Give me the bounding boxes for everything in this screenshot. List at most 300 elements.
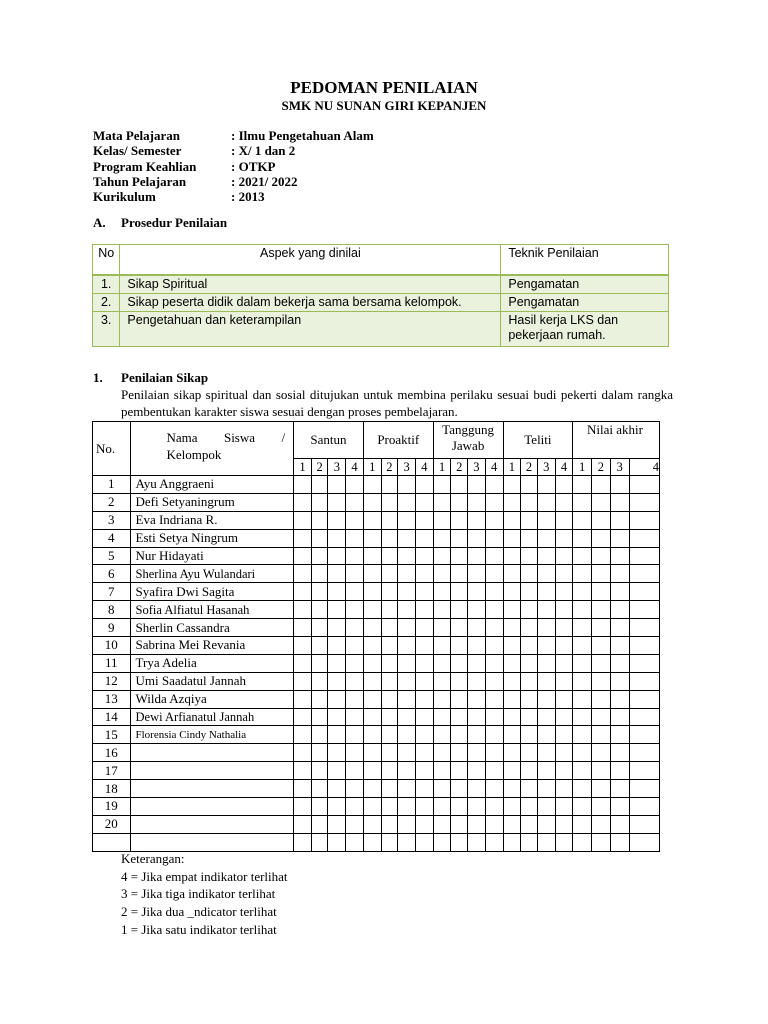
score-cell[interactable]: [592, 476, 611, 494]
score-cell[interactable]: [485, 744, 503, 762]
score-cell[interactable]: [573, 708, 592, 726]
score-cell[interactable]: [555, 493, 573, 511]
score-cell[interactable]: [294, 601, 312, 619]
score-cell[interactable]: [415, 744, 433, 762]
score-cell[interactable]: [468, 654, 486, 672]
score-cell[interactable]: [592, 726, 611, 744]
score-cell[interactable]: [294, 619, 312, 637]
score-cell[interactable]: [451, 726, 468, 744]
score-cell[interactable]: [346, 672, 364, 690]
score-cell[interactable]: [398, 708, 416, 726]
score-cell[interactable]: [592, 708, 611, 726]
score-cell[interactable]: [629, 780, 659, 798]
score-cell[interactable]: [485, 815, 503, 833]
score-cell[interactable]: [503, 565, 521, 583]
score-cell[interactable]: [503, 708, 521, 726]
score-cell[interactable]: [363, 798, 381, 816]
score-cell[interactable]: [592, 762, 611, 780]
score-cell[interactable]: [521, 690, 538, 708]
score-cell[interactable]: [311, 637, 328, 655]
score-cell[interactable]: [363, 529, 381, 547]
score-cell[interactable]: [521, 654, 538, 672]
score-cell[interactable]: [398, 798, 416, 816]
score-cell[interactable]: [629, 637, 659, 655]
score-cell[interactable]: [415, 815, 433, 833]
score-cell[interactable]: [503, 672, 521, 690]
score-cell[interactable]: [485, 511, 503, 529]
score-cell[interactable]: [555, 672, 573, 690]
score-cell[interactable]: [294, 565, 312, 583]
score-cell[interactable]: [294, 654, 312, 672]
score-cell[interactable]: [346, 726, 364, 744]
score-cell[interactable]: [592, 601, 611, 619]
score-cell[interactable]: [433, 815, 451, 833]
score-cell[interactable]: [294, 476, 312, 494]
score-cell[interactable]: [485, 547, 503, 565]
score-cell[interactable]: [503, 762, 521, 780]
score-cell[interactable]: [311, 672, 328, 690]
score-cell[interactable]: [415, 654, 433, 672]
score-cell[interactable]: [346, 547, 364, 565]
score-cell[interactable]: [398, 672, 416, 690]
score-cell[interactable]: [415, 780, 433, 798]
score-cell[interactable]: [415, 726, 433, 744]
score-cell[interactable]: [363, 565, 381, 583]
score-cell[interactable]: [573, 798, 592, 816]
score-cell[interactable]: [433, 619, 451, 637]
score-cell[interactable]: [629, 529, 659, 547]
score-cell[interactable]: [573, 744, 592, 762]
score-cell[interactable]: [381, 762, 398, 780]
score-cell[interactable]: [485, 798, 503, 816]
score-cell[interactable]: [415, 476, 433, 494]
score-cell[interactable]: [398, 654, 416, 672]
score-cell[interactable]: [485, 583, 503, 601]
score-cell[interactable]: [433, 601, 451, 619]
score-cell[interactable]: [573, 511, 592, 529]
score-cell[interactable]: [610, 726, 629, 744]
score-cell[interactable]: [537, 493, 555, 511]
score-cell[interactable]: [328, 708, 346, 726]
score-cell[interactable]: [573, 833, 592, 851]
score-cell[interactable]: [521, 708, 538, 726]
score-cell[interactable]: [381, 476, 398, 494]
score-cell[interactable]: [592, 798, 611, 816]
score-cell[interactable]: [610, 798, 629, 816]
score-cell[interactable]: [555, 815, 573, 833]
score-cell[interactable]: [629, 511, 659, 529]
score-cell[interactable]: [363, 708, 381, 726]
score-cell[interactable]: [537, 744, 555, 762]
score-cell[interactable]: [537, 690, 555, 708]
score-cell[interactable]: [485, 493, 503, 511]
score-cell[interactable]: [328, 583, 346, 601]
score-cell[interactable]: [555, 601, 573, 619]
score-cell[interactable]: [629, 833, 659, 851]
score-cell[interactable]: [555, 780, 573, 798]
score-cell[interactable]: [311, 529, 328, 547]
score-cell[interactable]: [521, 762, 538, 780]
score-cell[interactable]: [610, 565, 629, 583]
score-cell[interactable]: [328, 601, 346, 619]
score-cell[interactable]: [294, 583, 312, 601]
score-cell[interactable]: [433, 833, 451, 851]
score-cell[interactable]: [468, 493, 486, 511]
score-cell[interactable]: [294, 744, 312, 762]
score-cell[interactable]: [555, 708, 573, 726]
score-cell[interactable]: [555, 547, 573, 565]
score-cell[interactable]: [521, 476, 538, 494]
score-cell[interactable]: [381, 708, 398, 726]
score-cell[interactable]: [451, 833, 468, 851]
score-cell[interactable]: [294, 798, 312, 816]
score-cell[interactable]: [381, 565, 398, 583]
score-cell[interactable]: [485, 780, 503, 798]
score-cell[interactable]: [381, 654, 398, 672]
score-cell[interactable]: [629, 798, 659, 816]
score-cell[interactable]: [381, 583, 398, 601]
score-cell[interactable]: [503, 583, 521, 601]
score-cell[interactable]: [451, 601, 468, 619]
score-cell[interactable]: [433, 744, 451, 762]
score-cell[interactable]: [433, 476, 451, 494]
score-cell[interactable]: [415, 619, 433, 637]
score-cell[interactable]: [328, 619, 346, 637]
score-cell[interactable]: [610, 744, 629, 762]
score-cell[interactable]: [381, 672, 398, 690]
score-cell[interactable]: [610, 601, 629, 619]
score-cell[interactable]: [328, 744, 346, 762]
score-cell[interactable]: [381, 619, 398, 637]
score-cell[interactable]: [555, 798, 573, 816]
score-cell[interactable]: [485, 654, 503, 672]
score-cell[interactable]: [573, 726, 592, 744]
score-cell[interactable]: [451, 529, 468, 547]
score-cell[interactable]: [381, 493, 398, 511]
score-cell[interactable]: [328, 798, 346, 816]
score-cell[interactable]: [521, 780, 538, 798]
score-cell[interactable]: [537, 762, 555, 780]
score-cell[interactable]: [555, 619, 573, 637]
score-cell[interactable]: [629, 547, 659, 565]
score-cell[interactable]: [485, 833, 503, 851]
score-cell[interactable]: [311, 780, 328, 798]
score-cell[interactable]: [433, 762, 451, 780]
score-cell[interactable]: [311, 654, 328, 672]
score-cell[interactable]: [537, 476, 555, 494]
score-cell[interactable]: [610, 690, 629, 708]
score-cell[interactable]: [328, 476, 346, 494]
score-cell[interactable]: [610, 780, 629, 798]
score-cell[interactable]: [433, 511, 451, 529]
score-cell[interactable]: [381, 511, 398, 529]
score-cell[interactable]: [433, 798, 451, 816]
score-cell[interactable]: [537, 708, 555, 726]
score-cell[interactable]: [573, 815, 592, 833]
score-cell[interactable]: [573, 565, 592, 583]
score-cell[interactable]: [610, 762, 629, 780]
score-cell[interactable]: [451, 565, 468, 583]
score-cell[interactable]: [537, 654, 555, 672]
score-cell[interactable]: [555, 744, 573, 762]
score-cell[interactable]: [311, 583, 328, 601]
score-cell[interactable]: [381, 833, 398, 851]
score-cell[interactable]: [363, 637, 381, 655]
score-cell[interactable]: [346, 619, 364, 637]
score-cell[interactable]: [398, 565, 416, 583]
score-cell[interactable]: [346, 690, 364, 708]
score-cell[interactable]: [610, 672, 629, 690]
score-cell[interactable]: [363, 672, 381, 690]
score-cell[interactable]: [294, 493, 312, 511]
score-cell[interactable]: [311, 547, 328, 565]
score-cell[interactable]: [521, 726, 538, 744]
score-cell[interactable]: [573, 637, 592, 655]
score-cell[interactable]: [629, 601, 659, 619]
score-cell[interactable]: [415, 493, 433, 511]
score-cell[interactable]: [468, 476, 486, 494]
score-cell[interactable]: [328, 493, 346, 511]
score-cell[interactable]: [537, 583, 555, 601]
score-cell[interactable]: [573, 780, 592, 798]
score-cell[interactable]: [521, 493, 538, 511]
score-cell[interactable]: [415, 601, 433, 619]
score-cell[interactable]: [415, 547, 433, 565]
score-cell[interactable]: [537, 833, 555, 851]
score-cell[interactable]: [433, 690, 451, 708]
score-cell[interactable]: [555, 476, 573, 494]
score-cell[interactable]: [346, 637, 364, 655]
score-cell[interactable]: [398, 815, 416, 833]
score-cell[interactable]: [629, 815, 659, 833]
score-cell[interactable]: [503, 511, 521, 529]
score-cell[interactable]: [555, 833, 573, 851]
score-cell[interactable]: [555, 726, 573, 744]
score-cell[interactable]: [610, 637, 629, 655]
score-cell[interactable]: [503, 619, 521, 637]
score-cell[interactable]: [629, 690, 659, 708]
score-cell[interactable]: [468, 690, 486, 708]
score-cell[interactable]: [398, 601, 416, 619]
score-cell[interactable]: [363, 780, 381, 798]
score-cell[interactable]: [398, 744, 416, 762]
score-cell[interactable]: [468, 762, 486, 780]
score-cell[interactable]: [294, 708, 312, 726]
score-cell[interactable]: [294, 637, 312, 655]
score-cell[interactable]: [451, 762, 468, 780]
score-cell[interactable]: [311, 762, 328, 780]
score-cell[interactable]: [328, 690, 346, 708]
score-cell[interactable]: [592, 690, 611, 708]
score-cell[interactable]: [381, 744, 398, 762]
score-cell[interactable]: [485, 762, 503, 780]
score-cell[interactable]: [592, 637, 611, 655]
score-cell[interactable]: [573, 762, 592, 780]
score-cell[interactable]: [573, 654, 592, 672]
score-cell[interactable]: [398, 637, 416, 655]
score-cell[interactable]: [503, 476, 521, 494]
score-cell[interactable]: [346, 744, 364, 762]
score-cell[interactable]: [363, 476, 381, 494]
score-cell[interactable]: [503, 547, 521, 565]
score-cell[interactable]: [468, 529, 486, 547]
score-cell[interactable]: [468, 547, 486, 565]
score-cell[interactable]: [311, 511, 328, 529]
score-cell[interactable]: [398, 493, 416, 511]
score-cell[interactable]: [503, 529, 521, 547]
score-cell[interactable]: [485, 529, 503, 547]
score-cell[interactable]: [485, 476, 503, 494]
score-cell[interactable]: [521, 601, 538, 619]
score-cell[interactable]: [294, 529, 312, 547]
score-cell[interactable]: [433, 493, 451, 511]
score-cell[interactable]: [346, 601, 364, 619]
score-cell[interactable]: [398, 726, 416, 744]
score-cell[interactable]: [610, 493, 629, 511]
score-cell[interactable]: [451, 708, 468, 726]
score-cell[interactable]: [592, 493, 611, 511]
score-cell[interactable]: [468, 601, 486, 619]
score-cell[interactable]: [610, 583, 629, 601]
score-cell[interactable]: [346, 476, 364, 494]
score-cell[interactable]: [294, 690, 312, 708]
score-cell[interactable]: [328, 815, 346, 833]
score-cell[interactable]: [381, 798, 398, 816]
score-cell[interactable]: [592, 565, 611, 583]
score-cell[interactable]: [328, 762, 346, 780]
score-cell[interactable]: [363, 833, 381, 851]
score-cell[interactable]: [311, 798, 328, 816]
score-cell[interactable]: [521, 529, 538, 547]
score-cell[interactable]: [468, 637, 486, 655]
score-cell[interactable]: [398, 547, 416, 565]
score-cell[interactable]: [381, 601, 398, 619]
score-cell[interactable]: [363, 619, 381, 637]
score-cell[interactable]: [328, 654, 346, 672]
score-cell[interactable]: [610, 833, 629, 851]
score-cell[interactable]: [485, 726, 503, 744]
score-cell[interactable]: [451, 476, 468, 494]
score-cell[interactable]: [555, 511, 573, 529]
score-cell[interactable]: [629, 493, 659, 511]
score-cell[interactable]: [363, 690, 381, 708]
score-cell[interactable]: [311, 493, 328, 511]
score-cell[interactable]: [537, 780, 555, 798]
score-cell[interactable]: [468, 583, 486, 601]
score-cell[interactable]: [503, 726, 521, 744]
score-cell[interactable]: [521, 833, 538, 851]
score-cell[interactable]: [573, 583, 592, 601]
score-cell[interactable]: [451, 672, 468, 690]
score-cell[interactable]: [363, 726, 381, 744]
score-cell[interactable]: [363, 583, 381, 601]
score-cell[interactable]: [346, 815, 364, 833]
score-cell[interactable]: [537, 601, 555, 619]
score-cell[interactable]: [468, 815, 486, 833]
score-cell[interactable]: [311, 744, 328, 762]
score-cell[interactable]: [294, 833, 312, 851]
score-cell[interactable]: [328, 529, 346, 547]
score-cell[interactable]: [294, 511, 312, 529]
score-cell[interactable]: [346, 529, 364, 547]
score-cell[interactable]: [294, 762, 312, 780]
score-cell[interactable]: [451, 493, 468, 511]
score-cell[interactable]: [573, 672, 592, 690]
score-cell[interactable]: [592, 654, 611, 672]
score-cell[interactable]: [485, 619, 503, 637]
score-cell[interactable]: [433, 583, 451, 601]
score-cell[interactable]: [415, 672, 433, 690]
score-cell[interactable]: [451, 780, 468, 798]
score-cell[interactable]: [555, 762, 573, 780]
score-cell[interactable]: [346, 762, 364, 780]
score-cell[interactable]: [485, 708, 503, 726]
score-cell[interactable]: [537, 529, 555, 547]
score-cell[interactable]: [537, 815, 555, 833]
score-cell[interactable]: [537, 726, 555, 744]
score-cell[interactable]: [398, 476, 416, 494]
score-cell[interactable]: [468, 780, 486, 798]
score-cell[interactable]: [610, 654, 629, 672]
score-cell[interactable]: [592, 511, 611, 529]
score-cell[interactable]: [346, 708, 364, 726]
score-cell[interactable]: [398, 780, 416, 798]
score-cell[interactable]: [381, 726, 398, 744]
score-cell[interactable]: [592, 780, 611, 798]
score-cell[interactable]: [521, 798, 538, 816]
score-cell[interactable]: [363, 744, 381, 762]
score-cell[interactable]: [451, 744, 468, 762]
score-cell[interactable]: [363, 654, 381, 672]
score-cell[interactable]: [629, 762, 659, 780]
score-cell[interactable]: [521, 565, 538, 583]
score-cell[interactable]: [485, 565, 503, 583]
score-cell[interactable]: [363, 815, 381, 833]
score-cell[interactable]: [592, 547, 611, 565]
score-cell[interactable]: [610, 547, 629, 565]
score-cell[interactable]: [468, 708, 486, 726]
score-cell[interactable]: [629, 619, 659, 637]
score-cell[interactable]: [433, 672, 451, 690]
score-cell[interactable]: [433, 547, 451, 565]
score-cell[interactable]: [610, 815, 629, 833]
score-cell[interactable]: [610, 708, 629, 726]
score-cell[interactable]: [592, 619, 611, 637]
score-cell[interactable]: [346, 833, 364, 851]
score-cell[interactable]: [592, 583, 611, 601]
score-cell[interactable]: [521, 547, 538, 565]
score-cell[interactable]: [398, 529, 416, 547]
score-cell[interactable]: [468, 619, 486, 637]
score-cell[interactable]: [415, 798, 433, 816]
score-cell[interactable]: [433, 780, 451, 798]
score-cell[interactable]: [610, 619, 629, 637]
score-cell[interactable]: [485, 601, 503, 619]
score-cell[interactable]: [555, 637, 573, 655]
score-cell[interactable]: [311, 601, 328, 619]
score-cell[interactable]: [398, 690, 416, 708]
score-cell[interactable]: [381, 547, 398, 565]
score-cell[interactable]: [433, 565, 451, 583]
score-cell[interactable]: [294, 726, 312, 744]
score-cell[interactable]: [503, 637, 521, 655]
score-cell[interactable]: [381, 815, 398, 833]
score-cell[interactable]: [555, 690, 573, 708]
score-cell[interactable]: [363, 601, 381, 619]
score-cell[interactable]: [629, 726, 659, 744]
score-cell[interactable]: [573, 619, 592, 637]
score-cell[interactable]: [451, 637, 468, 655]
